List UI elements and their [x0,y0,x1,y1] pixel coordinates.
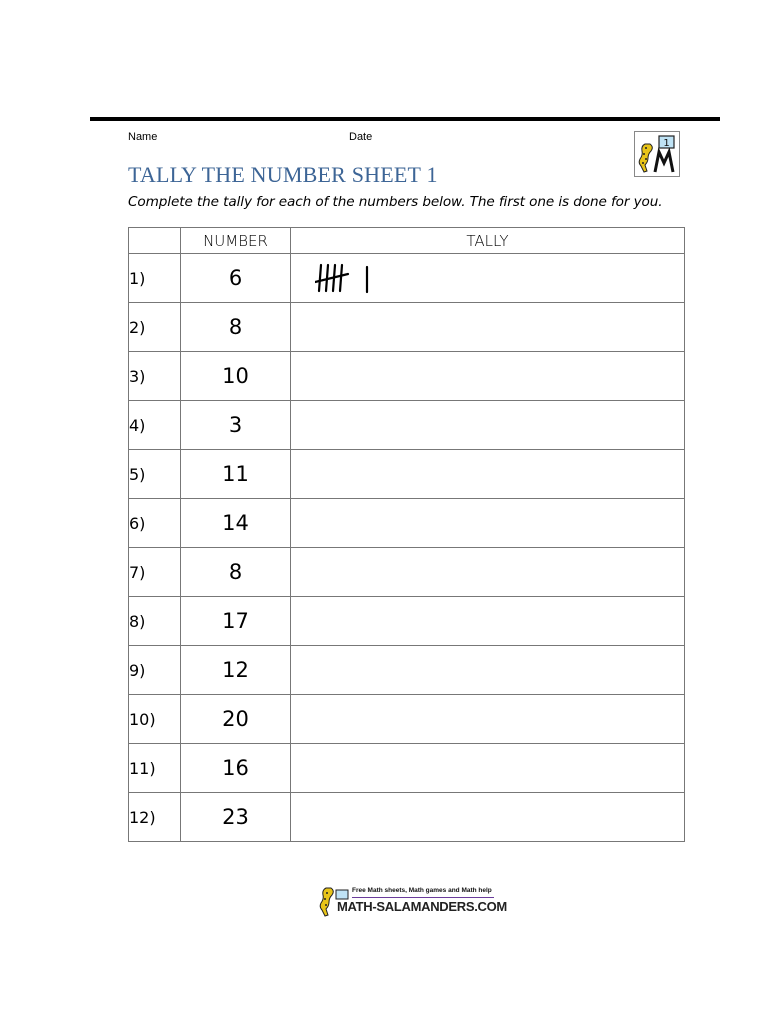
question-label: 7) [129,548,181,597]
tally-cell[interactable] [291,597,685,646]
table-row [129,303,685,352]
question-label: 2) [129,303,181,352]
number-cell: 20 [181,695,291,744]
number-cell: 8 [181,303,291,352]
footer-brand[interactable]: MATH-SALAMANDERS.COM [337,899,507,914]
tally-cell[interactable] [291,499,685,548]
tally-cell[interactable] [291,744,685,793]
table-row [129,744,685,793]
tally-cell[interactable] [291,401,685,450]
column-header-number: NUMBER [181,228,291,254]
question-label: 1) [129,254,181,303]
table-row [129,499,685,548]
number-cell: 6 [181,254,291,303]
table-row [129,254,685,303]
question-label: 9) [129,646,181,695]
number-cell: 17 [181,597,291,646]
number-cell: 14 [181,499,291,548]
column-header-tally: TALLY [291,228,685,254]
tally-cell[interactable] [291,695,685,744]
question-label: 11) [129,744,181,793]
tally-cell[interactable] [291,646,685,695]
tally-cell[interactable] [291,352,685,401]
table-header-row [129,228,685,254]
footer-divider [352,897,494,898]
table-row [129,695,685,744]
question-label: 5) [129,450,181,499]
table-row [129,548,685,597]
salamander-icon [635,132,679,176]
table-row [129,646,685,695]
question-label: 12) [129,793,181,842]
name-label: Name [128,131,158,143]
tally-cell [291,254,685,303]
table-row [129,401,685,450]
question-label: 3) [129,352,181,401]
tally-table [128,227,685,842]
number-cell: 12 [181,646,291,695]
instructions: Complete the tally for each of the numbers below. The first one is done for you. [128,194,663,210]
table-row [129,450,685,499]
column-header-index [129,228,181,254]
question-label: 6) [129,499,181,548]
date-label: Date [349,131,373,143]
table-row [129,352,685,401]
tally-cell[interactable] [291,548,685,597]
logo-badge: 1 [663,138,670,149]
question-label: 8) [129,597,181,646]
number-cell: 3 [181,401,291,450]
tally-cell[interactable] [291,303,685,352]
math-salamanders-logo [634,131,680,177]
number-cell: 16 [181,744,291,793]
number-cell: 11 [181,450,291,499]
number-cell: 23 [181,793,291,842]
table-row [129,793,685,842]
page-title: TALLY THE NUMBER SHEET 1 [128,162,438,187]
tally-mark-six [315,262,379,294]
tally-cell[interactable] [291,793,685,842]
tally-cell[interactable] [291,450,685,499]
footer-tagline: Free Math sheets, Math games and Math help [352,887,492,894]
number-cell: 8 [181,548,291,597]
number-cell: 10 [181,352,291,401]
top-rule [90,117,720,121]
question-label: 4) [129,401,181,450]
table-row [129,597,685,646]
question-label: 10) [129,695,181,744]
